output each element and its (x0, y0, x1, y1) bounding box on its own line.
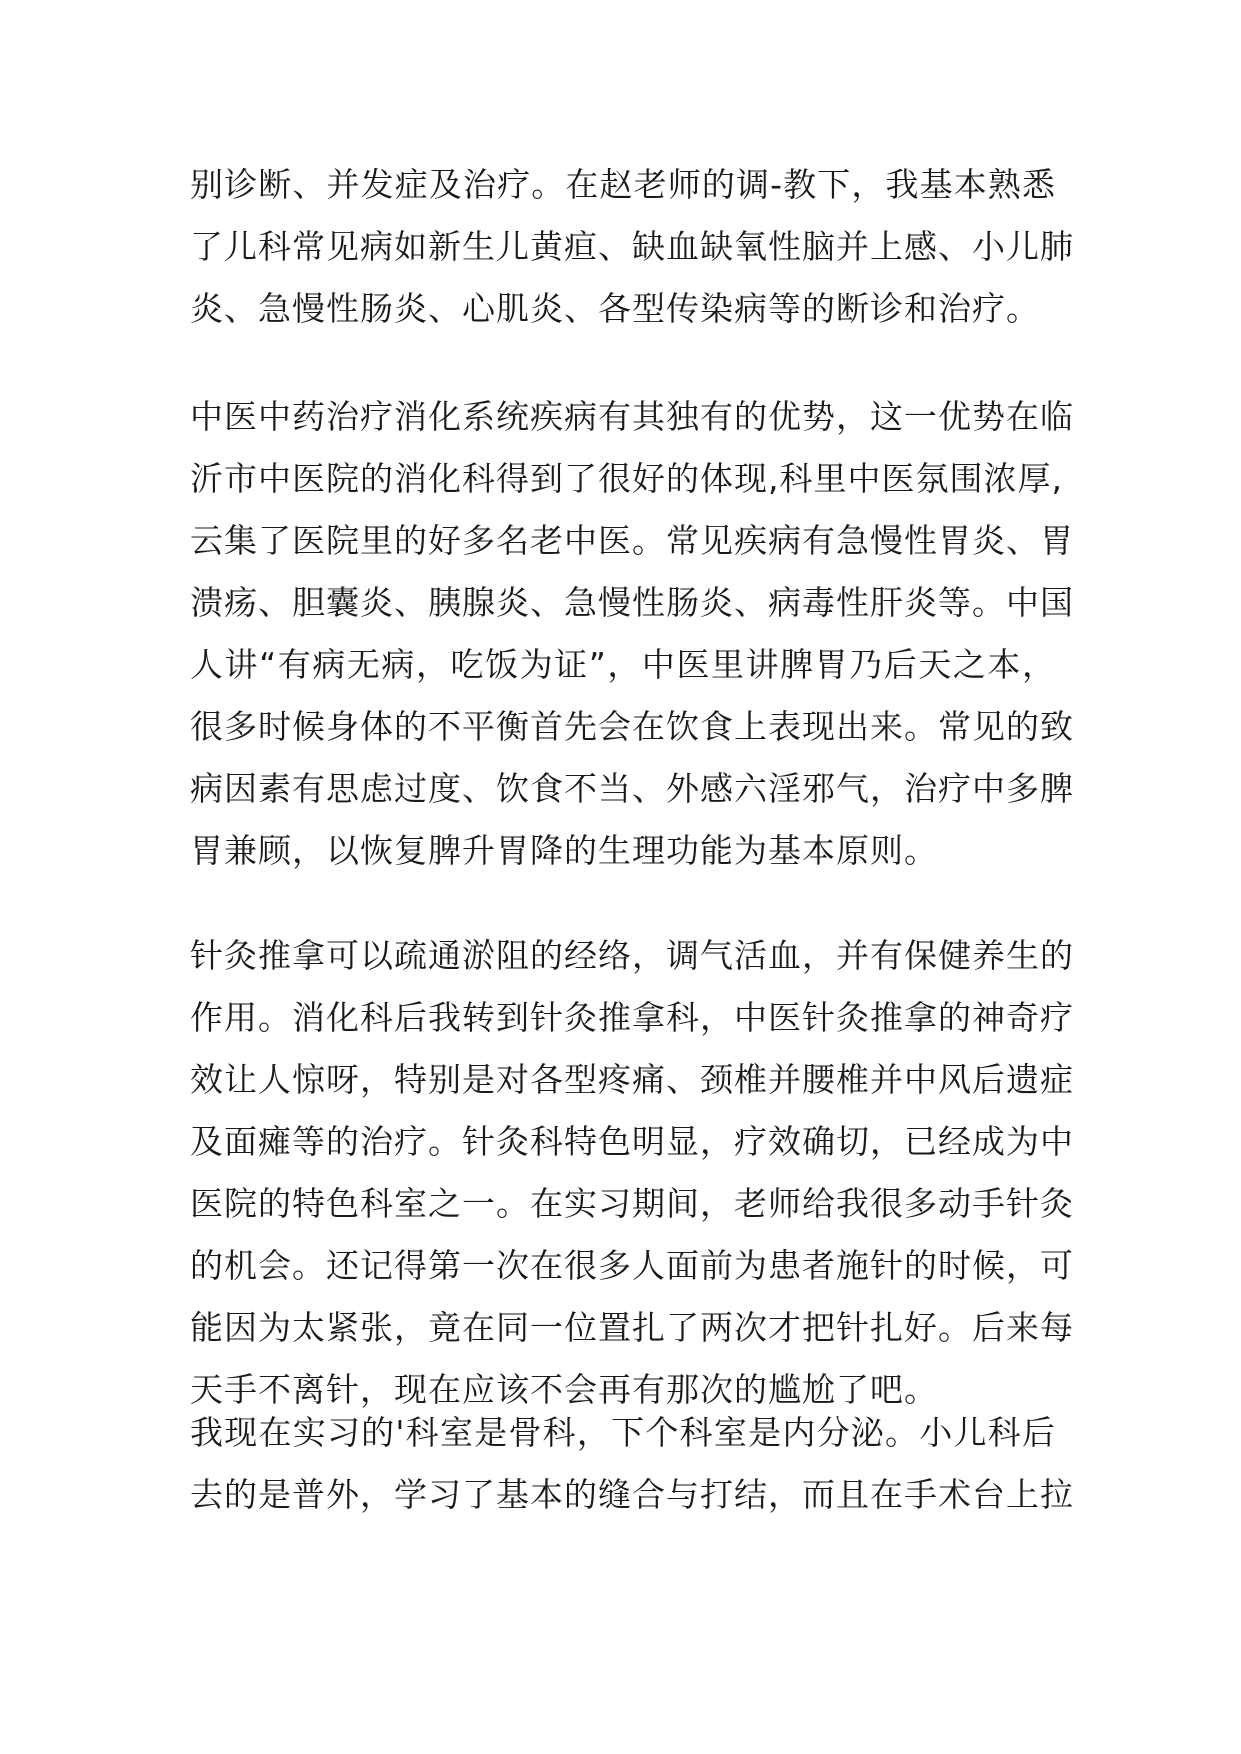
text-line: 作用。消化科后我转到针灸推拿科，中医针灸推拿的神奇疗 (190, 998, 1074, 1037)
text-line: 云集了医院里的好多名老中医。常见疾病有急慢性胃炎、胃 (190, 521, 1074, 560)
paragraph-acupuncture (190, 925, 1074, 1421)
text-line: 的机会。还记得第一次在很多人面前为患者施针的时候，可 (190, 1246, 1074, 1285)
text-line: 针灸推拿可以疏通淤阻的经络，调气活血，并有保健养生的 (190, 936, 1074, 975)
text-line: 别诊断、并发症及治疗。在赵老师的调-教下，我基本熟悉 (190, 165, 1056, 204)
text-line: 溃疡、胆囊炎、胰腺炎、急慢性肠炎、病毒性肝炎等。中国 (190, 583, 1074, 622)
paragraph-digestive (190, 386, 1074, 882)
text-line: 去的是普外，学习了基本的缝合与打结，而且在手术台上拉 (190, 1475, 1074, 1514)
text-line: 医院的特色科室之一。在实习期间，老师给我很多动手针灸 (190, 1184, 1074, 1223)
text-line: 很多时候身体的不平衡首先会在饮食上表现出来。常见的致 (190, 707, 1074, 746)
paragraph-pediatrics (190, 154, 1074, 340)
text-line: 中医中药治疗消化系统疾病有其独有的优势，这一优势在临 (190, 397, 1074, 436)
text-line: 沂市中医院的消化科得到了很好的体现,科里中医氛围浓厚, (190, 459, 1063, 498)
text-line: 天手不离针，现在应该不会再有那次的尴尬了吧。 (190, 1370, 938, 1409)
text-line: 我现在实习的'科室是骨科，下个科室是内分泌。小儿科后 (190, 1413, 1056, 1452)
text-line: 效让人惊呀，特别是对各型疼痛、颈椎并腰椎并中风后遗症 (190, 1060, 1074, 1099)
text-line: 能因为太紧张，竟在同一位置扎了两次才把针扎好。后来每 (190, 1308, 1074, 1347)
text-line: 了儿科常见病如新生儿黄疸、缺血缺氧性脑并上感、小儿肺 (190, 227, 1074, 266)
paragraph-orthopedics (190, 1402, 1074, 1526)
text-line: 炎、急慢性肠炎、心肌炎、各型传染病等的断诊和治疗。 (190, 289, 1040, 328)
text-line: 病因素有思虑过度、饮食不当、外感六淫邪气，治疗中多脾 (190, 769, 1074, 808)
text-line: 胃兼顾，以恢复脾升胃降的生理功能为基本原则。 (190, 831, 938, 870)
text-line: 人讲“有病无病，吃饭为证”，中医里讲脾胃乃后天之本， (190, 645, 1056, 684)
text-line: 及面瘫等的治疗。针灸科特色明显，疗效确切，已经成为中 (190, 1122, 1074, 1161)
